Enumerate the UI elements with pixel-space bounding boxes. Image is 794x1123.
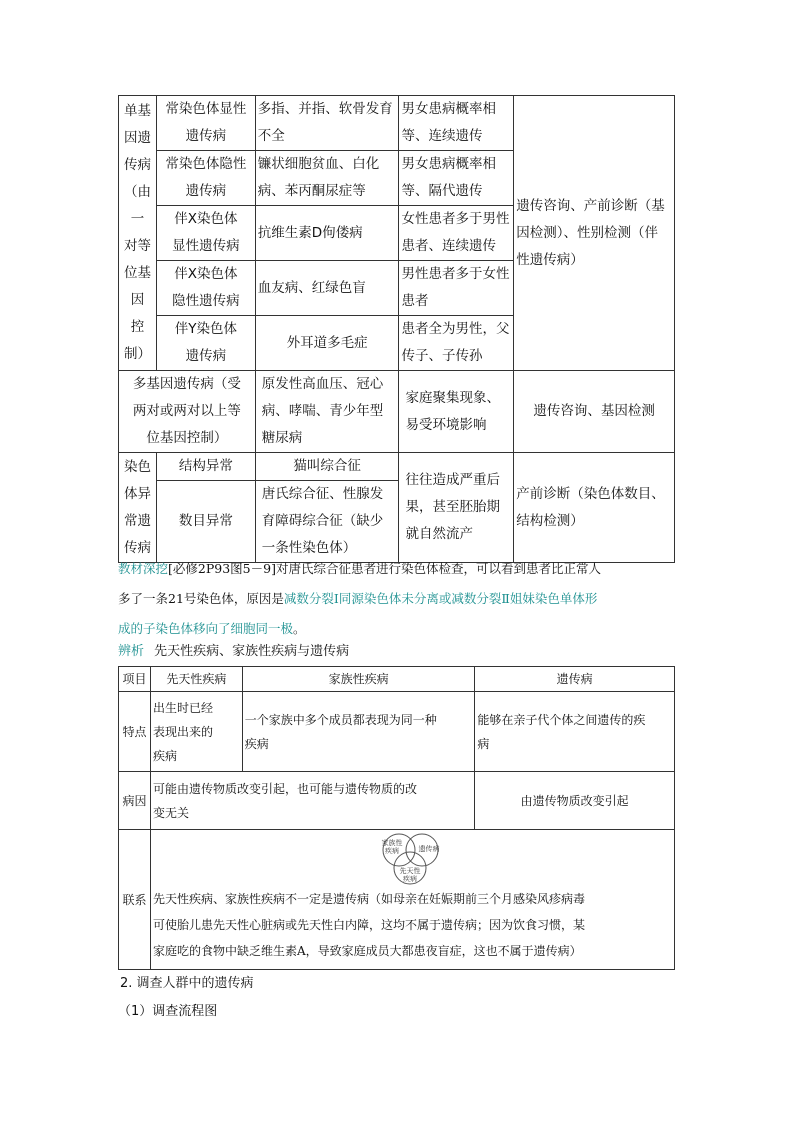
familial-feature: 一个家族中多个成员都表现为同一种 疾病 — [242, 692, 475, 772]
disease-example: 血友病、红绿色盲 — [255, 261, 399, 316]
multi-gene-label: 多基因遗传病（受 两对或两对以上等 位基因控制） — [119, 371, 256, 453]
disease-type: 伴X染色体 隐性遗传病 — [156, 261, 255, 316]
venn-congenital-label-2: 疾病 — [403, 875, 418, 883]
disease-type: 常染色体显性 遗传病 — [156, 96, 255, 151]
disease-feature: 患者全为男性，父 传子、子传孙 — [399, 316, 514, 371]
relation-label: 联系 — [119, 830, 151, 970]
deep-dive-answer: 减数分裂Ⅰ同源染色体未分离或减数分裂Ⅱ姐妹染色单体形 — [283, 591, 598, 606]
disease-example: 外耳道多毛症 — [255, 316, 399, 371]
feature-label: 特点 — [119, 692, 151, 772]
venn-familial-label-2: 疾病 — [385, 847, 400, 855]
disease-feature: 男性患者多于女性 患者 — [399, 261, 514, 316]
section-subheading: （1）调查流程图 — [118, 1004, 218, 1019]
multi-gene-prevention: 遗传咨询、基因检测 — [514, 371, 675, 453]
venn-diagram — [372, 832, 452, 886]
header-genetic: 遗传病 — [475, 667, 675, 692]
distinguish-tag: 辨析 — [118, 644, 145, 659]
section-heading: 2. 调查人群中的遗传病 — [120, 976, 254, 991]
deep-dive-answer: 成的子染色体移向了细胞同一极 — [118, 621, 294, 636]
cause-label: 病因 — [119, 772, 151, 830]
numerical-label: 数目异常 — [156, 481, 255, 563]
structural-example: 猫叫综合征 — [255, 453, 399, 481]
relation-text: 先天性疾病、家族性疾病不一定是遗传病（如母亲在妊娠期前三个月感染风疹病毒 可使胎儿患先天性心脏病或先天性白内障，这均不属于遗传病；因为饮食习惯，某 家庭吃的食物中缺乏维生素A，导致家庭成员大都患夜盲症，这也不属于遗传病） — [152, 892, 585, 958]
header-item: 项目 — [119, 667, 151, 692]
chromosome-label: 染色 体异 常遗 传病 — [119, 453, 157, 563]
relation-cell — [150, 830, 674, 970]
cause-right: 由遗传物质改变引起 — [475, 772, 675, 830]
single-gene-prevention: 遗传咨询、产前诊断（基 因检测）、性别检测（伴 性遗传病） — [514, 96, 675, 371]
header-congenital: 先天性疾病 — [150, 667, 242, 692]
deep-dive-paragraph — [118, 556, 678, 642]
deep-dive-text: 对唐氏综合征患者进行染色体检查，可以看到患者比正常人 — [275, 561, 601, 576]
deep-dive-text: 多了一条21号染色体，原因是 — [118, 591, 284, 606]
disease-example: 抗维生素D佝偻病 — [255, 206, 399, 261]
disease-type: 伴X染色体 显性遗传病 — [156, 206, 255, 261]
disease-example: 镰状细胞贫血、白化 病、苯丙酮尿症等 — [255, 151, 399, 206]
numerical-example: 唐氏综合征、性腺发 育障碍综合征（缺少 一条性染色体） — [255, 481, 399, 563]
chromosome-prevention: 产前诊断（染色体数目、 结构检测） — [514, 453, 675, 563]
comparison-table — [118, 666, 675, 970]
venn-genetic-label: 遗传病 — [418, 845, 440, 853]
single-gene-label: 单基 因遗 传病 （由 一 对等 位基 因 控 制） — [119, 96, 157, 371]
deep-dive-end: 。 — [293, 621, 306, 636]
deep-dive-ref: [必修2P93图5－9] — [168, 561, 276, 576]
genetic-feature: 能够在亲子代个体之间遗传的疾 病 — [475, 692, 675, 772]
venn-familial-label-1: 家族性 — [381, 839, 403, 847]
venn-congenital-label-1: 先天性 — [399, 867, 421, 875]
distinguish-heading — [118, 640, 349, 659]
header-familial: 家族性疾病 — [242, 667, 475, 692]
disease-example: 多指、并指、软骨发育 不全 — [255, 96, 399, 151]
deep-dive-tag: 教材深挖 — [118, 561, 169, 576]
disease-type: 常染色体隐性 遗传病 — [156, 151, 255, 206]
multi-gene-feature: 家庭聚集现象、 易受环境影响 — [399, 371, 514, 453]
structural-label: 结构异常 — [156, 453, 255, 481]
disease-feature: 男女患病概率相 等、隔代遗传 — [399, 151, 514, 206]
chromosome-feature: 往往造成严重后 果，甚至胚胎期 就自然流产 — [399, 453, 514, 563]
multi-gene-example: 原发性高血压、冠心 病、哮喘、青少年型 糖尿病 — [255, 371, 399, 453]
genetic-disease-table — [118, 95, 675, 563]
disease-type: 伴Y染色体 遗传病 — [156, 316, 255, 371]
disease-feature: 男女患病概率相 等、连续遗传 — [399, 96, 514, 151]
disease-feature: 女性患者多于男性 患者、连续遗传 — [399, 206, 514, 261]
cause-left: 可能由遗传物质改变引起，也可能与遗传物质的改 变无关 — [150, 772, 474, 830]
distinguish-title: 先天性疾病、家族性疾病与遗传病 — [154, 644, 350, 659]
congenital-feature: 出生时已经 表现出来的 疾病 — [150, 692, 242, 772]
